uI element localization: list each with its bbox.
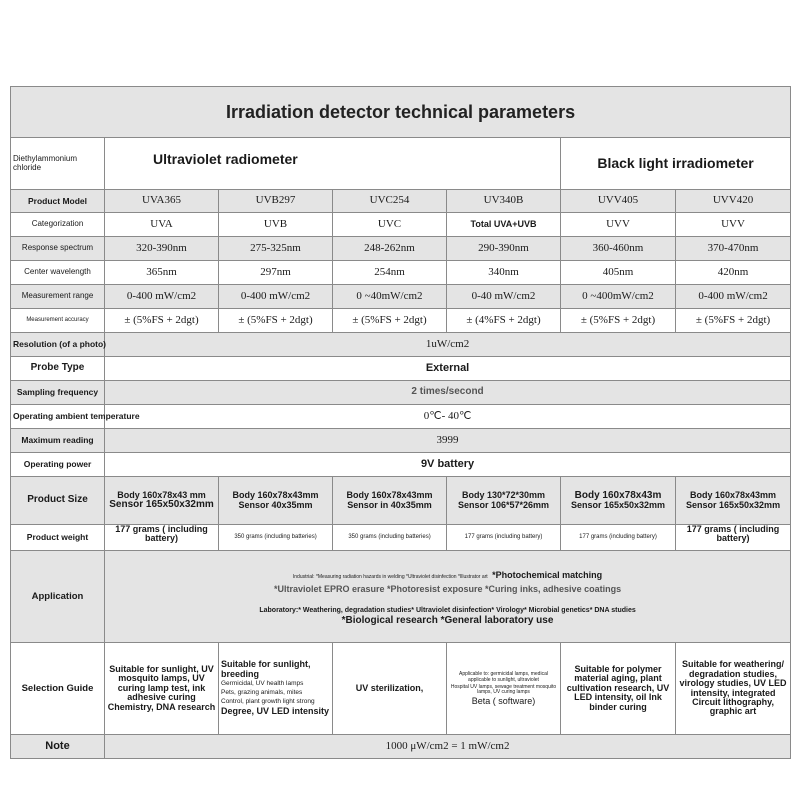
- left-header-label: Diethylammonium chloride: [11, 138, 105, 190]
- application-line: Laboratory:* Weathering, degradation studies* Ultraviolet disinfection* Virology* Microbial genetics* DNA studies: [259, 606, 636, 614]
- note-row: [11, 735, 791, 759]
- selection-cell: [447, 643, 561, 735]
- range-cell: 0-400 mW/cm2: [676, 285, 791, 309]
- size-cell: [219, 477, 333, 525]
- weight-cell: 350 grams (including batteries): [333, 525, 447, 551]
- category-cell: UVC: [333, 213, 447, 237]
- selection-cell: Suitable for sunlight, UV mosquito lamps, UV curing lamp test, ink adhesive curing Chemistry, DNA research: [105, 643, 219, 735]
- application-line: *Photochemical matching: [492, 570, 603, 581]
- row-label: Resolution (of a photo): [11, 333, 105, 357]
- row-label: Maximum reading: [11, 429, 105, 453]
- response-cell: 248-262nm: [333, 237, 447, 261]
- weight-cell: 350 grams (including batteries): [219, 525, 333, 551]
- max-reading-value: 3999: [105, 429, 791, 453]
- size-sensor: Sensor in 40x35mm: [347, 499, 432, 510]
- row-label: Operating power: [11, 453, 105, 477]
- selection-text: Pets, grazing animals, mites: [221, 688, 303, 696]
- response-row: [11, 237, 791, 261]
- selection-cell: Suitable for polymer material aging, plant cultivation research, UV LED intensity, oil Ink binder curing: [561, 643, 676, 735]
- probe-row: [11, 357, 791, 381]
- category-cell: UVV: [676, 213, 791, 237]
- weight-cell: 177 grams (including battery): [447, 525, 561, 551]
- accuracy-cell: ± (5%FS + 2dgt): [333, 309, 447, 333]
- probe-value: External: [105, 357, 791, 381]
- center-wavelength-row: [11, 261, 791, 285]
- center-cell: 297nm: [219, 261, 333, 285]
- range-cell: 0 ~400mW/cm2: [561, 285, 676, 309]
- size-body: Body 160x78x43mm: [690, 490, 777, 501]
- row-label: Categorization: [11, 213, 105, 237]
- response-cell: 320-390nm: [105, 237, 219, 261]
- weight-cell: 177 grams (including battery): [561, 525, 676, 551]
- parameters-table: [10, 86, 791, 759]
- table-title: Irradiation detector technical parameters: [11, 87, 791, 138]
- selection-cell: UV sterilization,: [333, 643, 447, 735]
- application-line: *Ultraviolet EPRO erasure *Photoresist exposure *Curing inks, adhesive coatings: [273, 584, 622, 595]
- response-cell: 275-325nm: [219, 237, 333, 261]
- size-sensor: Sensor 165x50x32mm: [570, 500, 666, 511]
- max-reading-row: [11, 429, 791, 453]
- temperature-value: 0℃- 40℃: [105, 405, 791, 429]
- category-row: [11, 213, 791, 237]
- note-value: 1000 μW/cm2 = 1 mW/cm2: [105, 735, 791, 759]
- selection-text: Degree, UV LED intensity: [221, 706, 330, 717]
- weight-row: [11, 525, 791, 551]
- temperature-row: [11, 405, 791, 429]
- size-body: Body 160x78x43m: [574, 489, 662, 501]
- size-sensor: Sensor 106*57*26mm: [457, 499, 550, 510]
- selection-text: Hospital UV lamps, sewage treatment mosquito lamps, UV curing lamps: [450, 683, 557, 696]
- row-label: Measurement accuracy: [11, 309, 105, 333]
- row-label: Response spectrum: [11, 237, 105, 261]
- group-black-header: Black light irradiometer: [561, 138, 791, 190]
- row-label: Product weight: [11, 525, 105, 551]
- selection-text: Applicable to: germicidal lamps, medical applicable to sunlight, ultraviolet: [459, 671, 548, 683]
- accuracy-row: [11, 309, 791, 333]
- application-row: [11, 551, 791, 643]
- model-cell: UVV405: [561, 190, 676, 213]
- row-label: Application: [11, 551, 105, 643]
- selection-row: [11, 643, 791, 735]
- model-cell: UVV420: [676, 190, 791, 213]
- center-cell: 405nm: [561, 261, 676, 285]
- row-label: Probe Type: [11, 357, 105, 381]
- category-cell: Total UVA+UVB: [447, 213, 561, 237]
- size-sensor: Sensor 165x50x32mm: [686, 499, 781, 510]
- size-row: [11, 477, 791, 525]
- resolution-row: [11, 333, 791, 357]
- center-cell: 420nm: [676, 261, 791, 285]
- center-cell: 365nm: [105, 261, 219, 285]
- size-cell: [676, 477, 791, 525]
- application-cell: [105, 551, 791, 643]
- range-cell: 0-400 mW/cm2: [105, 285, 219, 309]
- size-body: Body 160x78x43mm: [232, 490, 319, 501]
- accuracy-cell: ± (5%FS + 2dgt): [105, 309, 219, 333]
- weight-cell: 177 grams ( including battery): [105, 525, 219, 551]
- power-row: [11, 453, 791, 477]
- row-label: Measurement range: [11, 285, 105, 309]
- group-uv-header: Ultraviolet radiometer: [105, 138, 561, 190]
- power-value: 9V battery: [105, 453, 791, 477]
- size-sensor: Sensor 165x50x32mm: [109, 498, 214, 510]
- title-row: [11, 87, 791, 138]
- model-cell: UVC254: [333, 190, 447, 213]
- category-cell: UVV: [561, 213, 676, 237]
- size-cell: [333, 477, 447, 525]
- selection-text: Control, plant growth light strong: [221, 697, 315, 705]
- center-cell: 254nm: [333, 261, 447, 285]
- row-label: Product Size: [11, 477, 105, 525]
- sampling-row: [11, 381, 791, 405]
- response-cell: 290-390nm: [447, 237, 561, 261]
- range-cell: 0-400 mW/cm2: [219, 285, 333, 309]
- response-cell: 370-470nm: [676, 237, 791, 261]
- selection-text: Beta ( software): [471, 696, 536, 707]
- sampling-value: 2 times/second: [105, 381, 791, 405]
- spec-sheet: [10, 86, 790, 758]
- model-row: [11, 190, 791, 213]
- row-label: Center wavelength: [11, 261, 105, 285]
- center-cell: 340nm: [447, 261, 561, 285]
- group-header-row: [11, 138, 791, 190]
- selection-cell: [219, 643, 333, 735]
- size-body: Body 160x78x43mm: [346, 490, 433, 501]
- accuracy-cell: ± (4%FS + 2dgt): [447, 309, 561, 333]
- selection-text: Suitable for sunlight, breeding: [221, 659, 311, 679]
- model-cell: UV340B: [447, 190, 561, 213]
- category-cell: UVA: [105, 213, 219, 237]
- row-label: Operating ambient temperature: [11, 405, 105, 429]
- selection-cell: Suitable for weathering/ degradation studies, virology studies, UV LED intensity, integrated Circuit lithography, graphic art: [676, 643, 791, 735]
- application-line: *Biological research *General laboratory use: [341, 615, 554, 627]
- range-row: [11, 285, 791, 309]
- range-cell: 0-40 mW/cm2: [447, 285, 561, 309]
- size-cell: [105, 477, 219, 525]
- application-line: Industrial: *Measuring radiation hazards in welding *Ultraviolet disinfection *Illustrator art: [292, 574, 488, 581]
- size-sensor: Sensor 40x35mm: [238, 499, 313, 510]
- row-label: Selection Guide: [11, 643, 105, 735]
- resolution-value: 1uW/cm2: [105, 333, 791, 357]
- row-label: Sampling frequency: [11, 381, 105, 405]
- selection-text: Germicidal, UV health lamps: [221, 680, 304, 687]
- model-cell: UVA365: [105, 190, 219, 213]
- accuracy-cell: ± (5%FS + 2dgt): [676, 309, 791, 333]
- category-cell: UVB: [219, 213, 333, 237]
- size-body: Body 160x78x43 mm: [117, 489, 206, 500]
- range-cell: 0 ~40mW/cm2: [333, 285, 447, 309]
- model-cell: UVB297: [219, 190, 333, 213]
- weight-cell: 177 grams ( including battery): [676, 525, 791, 551]
- size-cell: [447, 477, 561, 525]
- row-label: Product Model: [11, 190, 105, 213]
- accuracy-cell: ± (5%FS + 2dgt): [561, 309, 676, 333]
- size-cell: [561, 477, 676, 525]
- size-body: Body 130*72*30mm: [461, 490, 546, 501]
- row-label: Note: [11, 735, 105, 759]
- response-cell: 360-460nm: [561, 237, 676, 261]
- accuracy-cell: ± (5%FS + 2dgt): [219, 309, 333, 333]
